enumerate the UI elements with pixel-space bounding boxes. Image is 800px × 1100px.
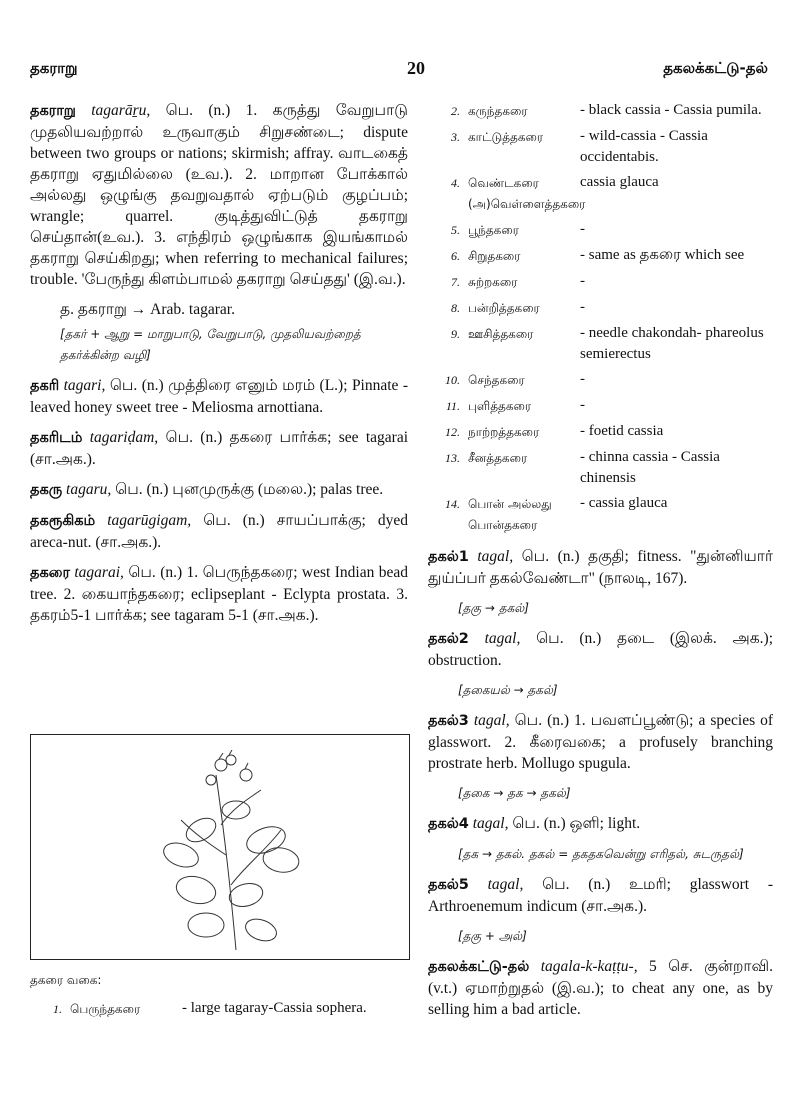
variety-number: 2. bbox=[451, 104, 460, 118]
variety-number: 7. bbox=[451, 275, 460, 289]
transliteration: tagarūgigam, bbox=[107, 512, 192, 529]
headword: தகல்5 bbox=[428, 877, 469, 893]
transliteration: tagarāṟu, bbox=[91, 102, 151, 119]
variety-desc: - black cassia - Cassia pumila. bbox=[580, 102, 762, 118]
entry-tagarugigam bbox=[30, 510, 408, 553]
variety-name: புளித்தகரை bbox=[468, 399, 532, 413]
variety-name: பெருந்தகரை bbox=[70, 1002, 141, 1016]
headword: தகலக்கட்டு-தல் bbox=[428, 959, 530, 975]
variety-row bbox=[428, 447, 773, 489]
variety-desc: - bbox=[580, 221, 585, 237]
transliteration: tagarai, bbox=[74, 564, 124, 581]
variety-number: 6. bbox=[451, 249, 460, 263]
running-head-left: தகராறு bbox=[30, 59, 78, 77]
variety-desc: - bbox=[580, 273, 585, 289]
plant-illustration bbox=[30, 734, 410, 960]
entry-tagal-3 bbox=[428, 710, 773, 774]
entry-tagal-2 bbox=[428, 628, 773, 671]
etymology: [தகை → தக → தகல்] bbox=[458, 786, 571, 800]
transliteration: tagaru, bbox=[66, 481, 112, 498]
entry-tagal-4 bbox=[428, 813, 773, 835]
variety-desc: - foetid cassia bbox=[580, 423, 664, 439]
variety-name: ஊசித்தகரை bbox=[468, 327, 534, 341]
variety-desc: - same as தகரை which see bbox=[580, 247, 745, 263]
variety-name: கருந்தகரை bbox=[468, 104, 528, 118]
transliteration: tagal, bbox=[487, 876, 524, 893]
transliteration: tagal, bbox=[484, 630, 521, 647]
variety-name: சுற்றகரை bbox=[468, 275, 518, 289]
entry-tagari bbox=[30, 375, 408, 418]
definition: பெ. (n.) தடை (இலக். அக.); obstruction. bbox=[428, 630, 773, 669]
variety-row bbox=[428, 126, 773, 168]
etymology: [தக → தகல். தகல் = தகதகவென்று எரிதல், சுடருதல்] bbox=[458, 847, 744, 861]
headword: தகரி bbox=[30, 378, 60, 394]
entry-tagal-5 bbox=[428, 874, 773, 917]
headword: தகல்1 bbox=[428, 549, 469, 565]
variety-row bbox=[428, 245, 773, 267]
variety-desc: - large tagaray-Cassia sophera. bbox=[182, 1000, 367, 1016]
etymology: [தகையல் → தகல்] bbox=[458, 683, 558, 697]
variety-name: காட்டுத்தகரை bbox=[468, 130, 544, 144]
page-number: 20 bbox=[407, 58, 425, 78]
variety-name: வெண்டகரை (அ)வெள்ளைத்தகரை bbox=[468, 176, 586, 211]
definition: பெ. (n.) ஒளி; light. bbox=[512, 815, 641, 832]
loan-note: த. தகராறு → Arab. tagarar. bbox=[60, 301, 235, 318]
variety-desc: - bbox=[580, 299, 585, 315]
variety-name: சீனத்தகரை bbox=[468, 451, 528, 465]
right-column bbox=[428, 100, 773, 1029]
headword: தகரிடம் bbox=[30, 430, 83, 446]
left-column bbox=[30, 100, 408, 635]
transliteration: tagariḍam, bbox=[89, 429, 159, 446]
variety-row bbox=[428, 493, 773, 536]
variety-number: 11. bbox=[445, 399, 460, 413]
variety-row bbox=[428, 369, 773, 391]
variety-desc: - chinna cassia - Cassia chinensis bbox=[580, 449, 720, 486]
variety-number: 13. bbox=[445, 451, 460, 465]
variety-number: 3. bbox=[451, 130, 460, 144]
headword: தகல்3 bbox=[428, 713, 469, 729]
variety-number: 4. bbox=[451, 176, 460, 190]
headword: தகல்2 bbox=[428, 631, 469, 647]
entry-tagaru bbox=[30, 479, 408, 501]
variety-number: 14. bbox=[445, 497, 460, 511]
entry-tagararu bbox=[30, 100, 408, 290]
definition: 5 செ. குன்றாவி. (v.t.) ஏமாற்றுதல் (இ.வ.); to cheat any one, as by selling him a bad article. bbox=[428, 958, 773, 1018]
variety-row bbox=[428, 219, 773, 241]
variety-desc: - needle chakondah- phareolus semierectus bbox=[580, 325, 764, 362]
variety-desc: - cassia glauca bbox=[580, 495, 668, 511]
transliteration: tagal, bbox=[473, 712, 510, 729]
variety-number: 5. bbox=[451, 223, 460, 237]
variety-number: 12. bbox=[445, 425, 460, 439]
definition: பெ. (n.) சாயப்பாக்கு; dyed areca-nut. (சா.அக.). bbox=[30, 512, 409, 551]
definition: பெ. (n.) 1. கருத்து வேறுபாடு முதலியவற்றால் உருவாகும் சிறுசண்டை; dispute between two groups or nations; skirmish; affray. வாடகைத் தகராறு ஏதுமில்லை (உவ.). 2. மாறான போக்கால் அல்லது ஒழுங்கு தவறுவதால் ஏற்படும் குழப்பம்; wrangle; quarrel. குடித்துவிட்டுத் தகராறு செய்தான்(உவ.). 3. எந்திரம் ஒழுங்காக இயங்காமல் தகராறு செய்கிறது; when referring to mechanical failures; trouble. 'பேருந்து கிளம்பாமல் தகராறு செய்தது' (இ.வ.). bbox=[30, 102, 408, 288]
variety-list bbox=[428, 100, 773, 536]
running-head-right: தகலக்கட்டு-தல் bbox=[663, 59, 768, 77]
etymology: [தகர் + ஆறு = மாறுபாடு, வேறுபாடு, முதலியவற்றைத் தகர்க்கின்ற வழி] bbox=[60, 327, 361, 362]
headword: தகல்4 bbox=[428, 816, 469, 832]
variety-row bbox=[428, 100, 773, 122]
variety-desc: - bbox=[580, 371, 585, 387]
variety-first bbox=[30, 998, 408, 1024]
transliteration: tagal, bbox=[472, 815, 509, 832]
variety-row bbox=[428, 323, 773, 365]
variety-row bbox=[428, 271, 773, 293]
variety-number: 10. bbox=[445, 373, 460, 387]
headword: தகராறு bbox=[30, 103, 76, 119]
variety-number: 8. bbox=[451, 301, 460, 315]
transliteration: tagala-k-kaṭṭu-, bbox=[540, 958, 638, 975]
headword: தகரு bbox=[30, 482, 63, 498]
variety-row bbox=[30, 998, 408, 1020]
definition: பெ. (n.) தகரை பார்க்க; see tagarai (சா.அக.). bbox=[30, 429, 409, 468]
variety-desc: - wild-cassia - Cassia occidentabis. bbox=[580, 128, 708, 165]
figure-caption: தகரை வகை: bbox=[30, 973, 102, 987]
variety-number: 9. bbox=[451, 327, 460, 341]
variety-name: பொன் அல்லது பொன்தகரை bbox=[468, 497, 552, 532]
transliteration: tagari, bbox=[63, 377, 106, 394]
definition: பெ. (n.) புனமுருக்கு (மலை.); palas tree. bbox=[115, 481, 384, 498]
entry-tagalakkattu bbox=[428, 956, 773, 1020]
variety-desc: - bbox=[580, 397, 585, 413]
definition: பெ. (n.) 1. பெருந்தகரை; west Indian bead tree. 2. கையாந்தகரை; eclipseplant - Eclypta prostata. 3. தகரம்5-1 பார்க்க; see tagaram 5-1 (சா.அக.). bbox=[30, 564, 409, 624]
etymology: [தகு + அல்] bbox=[458, 929, 527, 943]
variety-name: பூந்தகரை bbox=[468, 223, 519, 237]
headword: தகரை bbox=[30, 565, 70, 581]
headword: தகரூகிகம் bbox=[30, 513, 96, 529]
definition: பெ. (n.) 1. பவளப்பூண்டு; a species of glasswort. 2. கீரைவகை; a profusely branching prostrate herb. Mollugo spugula. bbox=[428, 712, 774, 772]
variety-name: சிறுதகரை bbox=[468, 249, 521, 263]
entry-tagal-1 bbox=[428, 546, 773, 589]
variety-name: பன்றித்தகரை bbox=[468, 301, 540, 315]
variety-name: செந்தகரை bbox=[468, 373, 525, 387]
variety-row bbox=[428, 172, 773, 215]
etymology: [தகு → தகல்] bbox=[458, 601, 529, 615]
definition: பெ. (n.) உமரி; glasswort - Arthroenemum indicum (சா.அக.). bbox=[428, 876, 773, 915]
entry-tagaridam bbox=[30, 427, 408, 470]
definition: பெ. (n.) தகுதி; fitness. "துன்னியார் துய்ப்பர் தகல்வேண்டா" (நாலடி, 167). bbox=[428, 548, 773, 587]
variety-desc: cassia glauca bbox=[580, 174, 659, 190]
variety-row bbox=[428, 421, 773, 443]
definition: பெ. (n.) முத்திரை எனும் மரம் (L.); Pinnate - leaved honey sweet tree - Meliosma arnottiana. bbox=[30, 377, 409, 416]
variety-number: 1. bbox=[53, 1002, 62, 1016]
entry-tagarai bbox=[30, 562, 408, 626]
variety-row bbox=[428, 297, 773, 319]
transliteration: tagal, bbox=[477, 548, 514, 565]
variety-row bbox=[428, 395, 773, 417]
cassia-plant-drawing bbox=[31, 735, 408, 958]
variety-name: நாற்றத்தகரை bbox=[468, 425, 540, 439]
